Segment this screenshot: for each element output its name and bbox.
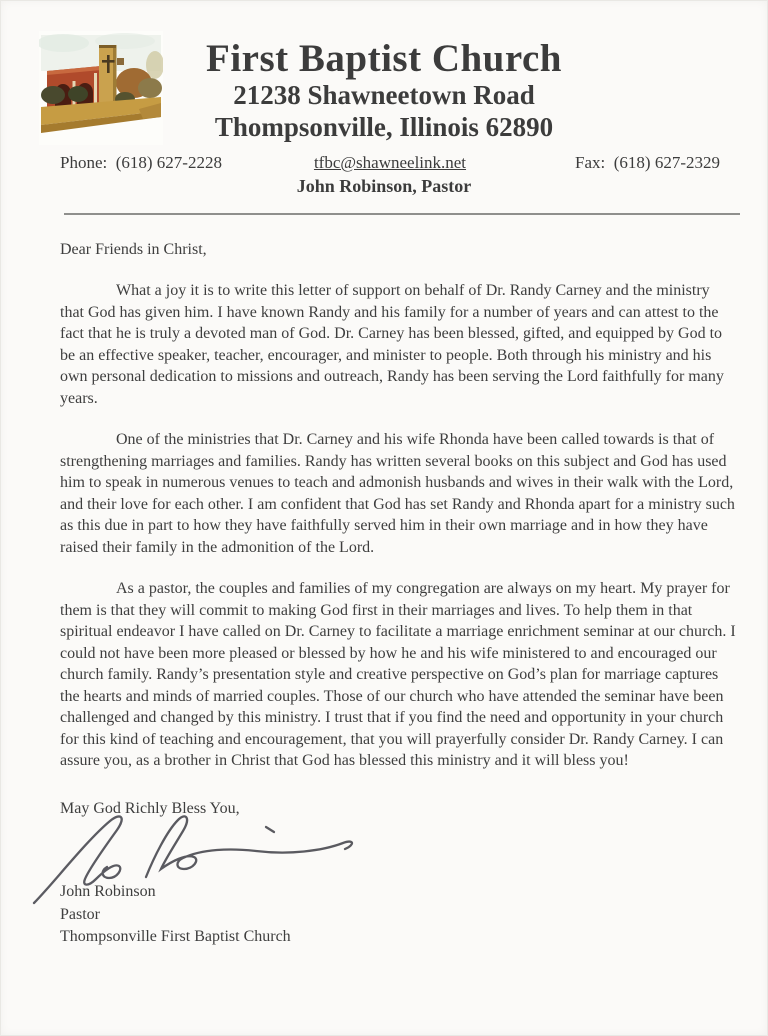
signer-name: John Robinson bbox=[60, 883, 156, 901]
signature-image bbox=[26, 803, 374, 907]
signer-org: Thompsonville First Baptist Church bbox=[60, 928, 291, 946]
church-name-title: First Baptist Church bbox=[206, 37, 562, 80]
header-divider bbox=[64, 213, 740, 215]
body-paragraph-1: What a joy it is to write this letter of support on behalf of Dr. Randy Carney and the ministry that God has given him. I have known Randy and his family for a number of years and can attest to the fact that he is truly a devoted man of God. Dr. Carney has been blessed, gifted, and equipped by God to be an effective speaker, teacher, encourager, and minister to people. Both through his ministry and his own personal dedication to missions and outreach, Randy has been serving the Lord faithfully for many years. bbox=[60, 282, 724, 407]
contact-row bbox=[0, 153, 768, 173]
church-photo-graphic bbox=[39, 31, 163, 145]
body-paragraph-2: One of the ministries that Dr. Carney and his wife Rhonda have been called towards is that of strengthening marriages and families. Randy has written several books on this subject and God has used him to speak in numerous venues to teach and admonish husbands and wives in their walk with the Lord, and their love for each other. I am confident that God has set Randy and Rhonda apart for a ministry such as this due in part to how they have faithfully served him in their own marriage and in how they have raised their family in the admonition of the Lord. bbox=[60, 431, 735, 556]
signature-area bbox=[60, 819, 736, 881]
email-link[interactable]: tfbc@shawneelink.net bbox=[313, 152, 467, 172]
address-line-city: Thompsonville, Illinois 62890 bbox=[214, 111, 554, 142]
pastor-line: John Robinson, Pastor bbox=[296, 175, 472, 196]
church-photo-image bbox=[39, 31, 163, 145]
body-paragraph-3: As a pastor, the couples and families of my congregation are always on my heart. My prayer for them is that they will commit to making God first in their marriages and lives. To help them in that spiritual endeavor I have called on Dr. Carney to facilitate a marriage enrichment seminar at our church. I could not have been more pleased or blessed by how he and his wife ministered to and encouraged our church family. Randy’s presentation style and creative perspective on God’s plan for marriage captures the hearts and minds of married couples. Those of our church who have attended the seminar have been challenged and changed by this ministry. I trust that if you find the need and opportunity in your church for this kind of teaching and encouragement, that you will prayerfully consider Dr. Randy Carney. I can assure you, as a brother in Christ that God has blessed this ministry and it will bless you! bbox=[60, 580, 736, 770]
letter-body bbox=[0, 239, 768, 949]
salutation: Dear Friends in Christ, bbox=[60, 240, 207, 258]
address-line-street: 21238 Shawneetown Road bbox=[233, 80, 535, 111]
phone-number: Phone: (618) 627-2228 bbox=[60, 152, 222, 172]
closing-line: May God Richly Bless You, bbox=[60, 799, 240, 817]
fax-number: Fax: (618) 627-2329 bbox=[575, 152, 720, 172]
signer-title: Pastor bbox=[60, 905, 100, 923]
